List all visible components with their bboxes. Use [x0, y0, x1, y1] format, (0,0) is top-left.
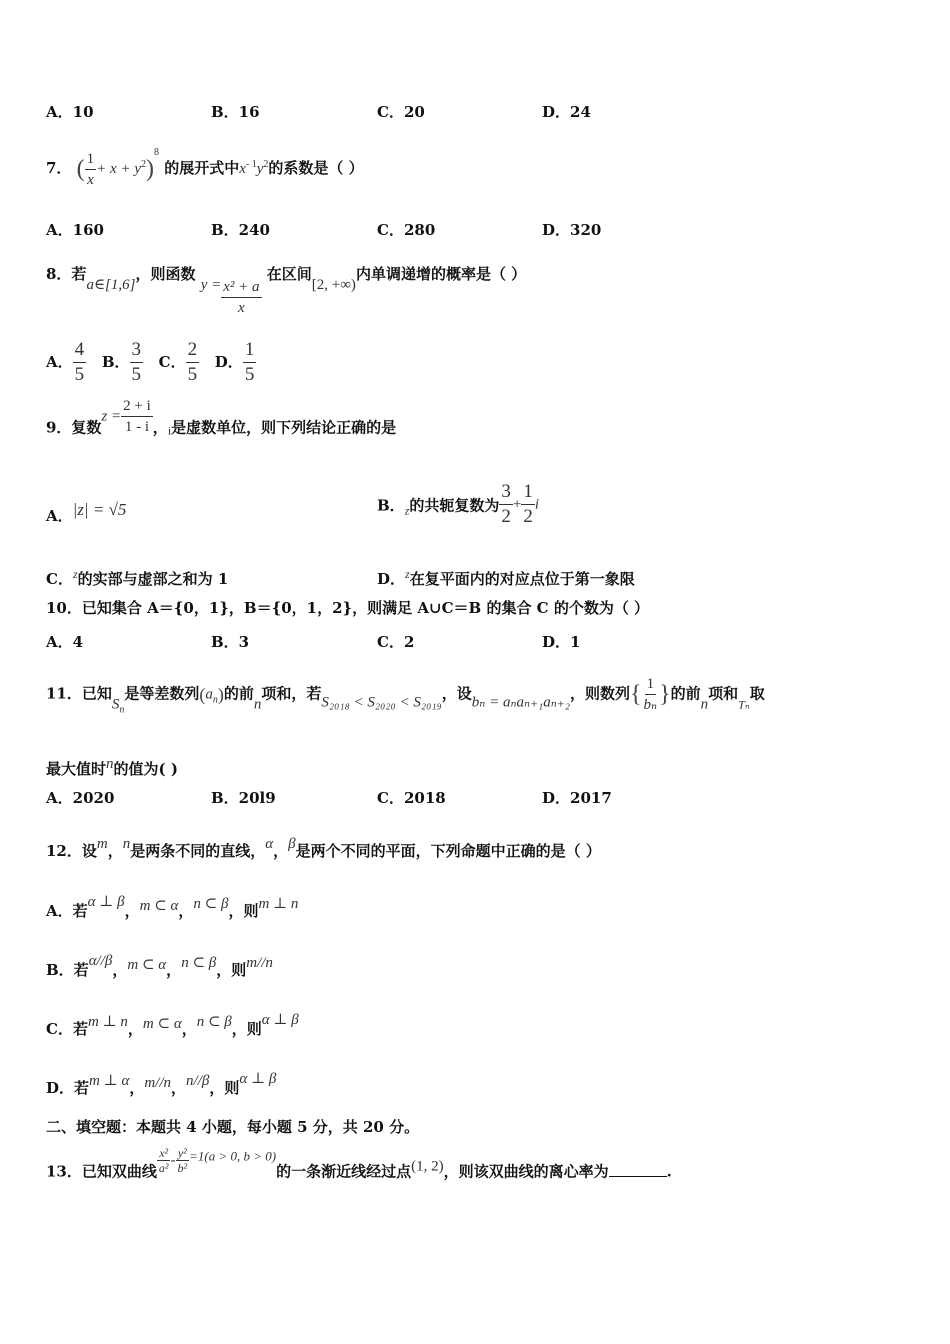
q7-term: x	[239, 161, 246, 177]
q7-option-c[interactable]: C．280	[377, 221, 436, 239]
q10-option-d[interactable]: D．1	[542, 633, 581, 651]
q9-fraction: $\frac{2 + i}{1 - i}$	[123, 398, 151, 435]
q9-option-a-expr: |z| = √5	[72, 500, 127, 519]
q11-inequality: S₂₀₁₈ < S₂₀₂₀ < S₂₀₁₉	[321, 694, 442, 711]
q11-option-b[interactable]: B．20l9	[211, 789, 276, 807]
q7-fraction: $\frac{1}{x}$	[86, 150, 95, 188]
q6-option-b[interactable]: B．16	[211, 103, 260, 121]
q11-bn: bₙ = aₙaₙ₊₁aₙ₊₂	[471, 694, 570, 711]
q7-option-a[interactable]: A．160	[46, 221, 104, 239]
q9-option-c[interactable]: C．$^z$的实部与虚部之和为 1	[46, 567, 229, 588]
q7-question: 7． ( $\frac{1}{x}$ + $x + y^2)^8$ 的展开式中$x^{- 1}y^2$的系数是（ ）	[46, 147, 364, 188]
q11-option-d[interactable]: D．2017	[542, 789, 612, 807]
q13-question: 13．已知双曲线 $\frac{\text{x²}}{\text{a²}}$ - $\frac{\text{y²}}{\text{b²}}$ =1(a > 0, b > 0)的一条渐近线经过点(1, 2)，则该双曲线的离心率为 .	[46, 1146, 672, 1181]
q13-frac-y: $\frac{\text{y²}}{\text{b²}}$	[177, 1146, 188, 1175]
q13-answer-blank[interactable]	[609, 1162, 667, 1177]
q10-option-a[interactable]: A．4	[46, 633, 84, 651]
q8-interval: [2, +∞)	[311, 277, 356, 293]
q12-option-b[interactable]: B．若α//β，m ⊂ α，n ⊂ β，则m//n	[46, 953, 273, 979]
q8-function-fraction: $\frac{\text{x² + a}}{x}$	[223, 279, 260, 316]
q9-question: 9．复数z = $\frac{2 + i}{1 - i}$ ，$_i$是虚数单位，则下列结论正确的是	[46, 398, 397, 438]
q11-question: 11．已知$S_n$是等差数列$(a_n)$的前n项和，若S₂₀₁₈ < S₂₀₂₀ < S₂₀₁₉，设bₙ = aₙaₙ₊₁aₙ₊₂，则数列{ $\frac{1}{\text{bₙ}}$ }的前n项和$_{T_n}$取	[46, 676, 765, 716]
q8-option-a[interactable]: A． $\frac{4}{5}$	[46, 339, 85, 385]
q11-option-c[interactable]: C．2018	[377, 789, 446, 807]
section-2-heading: 二、填空题：本题共 4 小题，每小题 5 分，共 20 分。	[46, 1118, 420, 1136]
q6-option-a[interactable]: A．10	[46, 103, 94, 121]
q11-question-line2: 最大值时n的值为( )	[46, 756, 178, 778]
q6-option-c[interactable]: C．20	[377, 103, 425, 121]
q7-option-d[interactable]: D．320	[542, 221, 602, 239]
q10-option-c[interactable]: C．2	[377, 633, 415, 651]
q13-frac-x: $\frac{\text{x²}}{\text{a²}}$	[158, 1146, 169, 1175]
q7-option-b[interactable]: B．240	[211, 221, 270, 239]
q8-option-b[interactable]: B． $\frac{3}{5}$	[101, 339, 141, 385]
q8-options	[46, 338, 256, 387]
q11-sequence-fraction: $\frac{1}{\text{bₙ}}$	[643, 676, 658, 713]
q6-option-d[interactable]: D．24	[542, 103, 591, 121]
q8-option-c[interactable]: C． $\frac{2}{5}$	[158, 339, 198, 385]
q8-question: 8．若a∈[1,6]，则函数 y = $\frac{\text{x² + a}}{x}$ 在区间[2, +∞)内单调递增的概率是（ ）	[46, 265, 527, 316]
q8-condition: a∈[1,6]	[86, 277, 136, 293]
q7-power: 8	[153, 147, 159, 158]
q9-option-a[interactable]: A．|z| = √5	[46, 500, 127, 525]
q10-question: 10．已知集合 A＝{0，1}，B＝{0，1，2}，则满足 A∪C＝B 的集合 C 的个数为（ ）	[46, 599, 650, 617]
q12-option-a[interactable]: A．若α ⊥ β，m ⊂ α，n ⊂ β，则m ⊥ n	[46, 894, 299, 920]
q11-option-a[interactable]: A．2020	[46, 789, 115, 807]
q10-option-b[interactable]: B．3	[211, 633, 250, 651]
q9-option-b[interactable]: B．$_z$的共轭复数为 $\frac{3}{2}$ + $\frac{1}{2}$ i	[377, 481, 540, 527]
q13-point: (1, 2)	[411, 1158, 444, 1175]
q9-option-d[interactable]: D．$^z$在复平面内的对应点位于第一象限	[377, 567, 635, 588]
q12-option-d[interactable]: D．若m ⊥ α，m//n，n//β，则α ⊥ β	[46, 1071, 277, 1097]
q12-question: 12．设m，n是两条不同的直线，α，β是两个不同的平面，下列命题中正确的是（ ）	[46, 836, 601, 860]
q13-equation: =1(a > 0, b > 0)	[189, 1148, 277, 1164]
q12-option-c[interactable]: C．若m ⊥ n，m ⊂ α，n ⊂ β，则α ⊥ β	[46, 1012, 299, 1038]
q8-option-d[interactable]: D． $\frac{1}{5}$	[214, 339, 255, 385]
q7-number: 7．	[46, 159, 72, 177]
q7-expr: + x + y	[96, 161, 141, 177]
